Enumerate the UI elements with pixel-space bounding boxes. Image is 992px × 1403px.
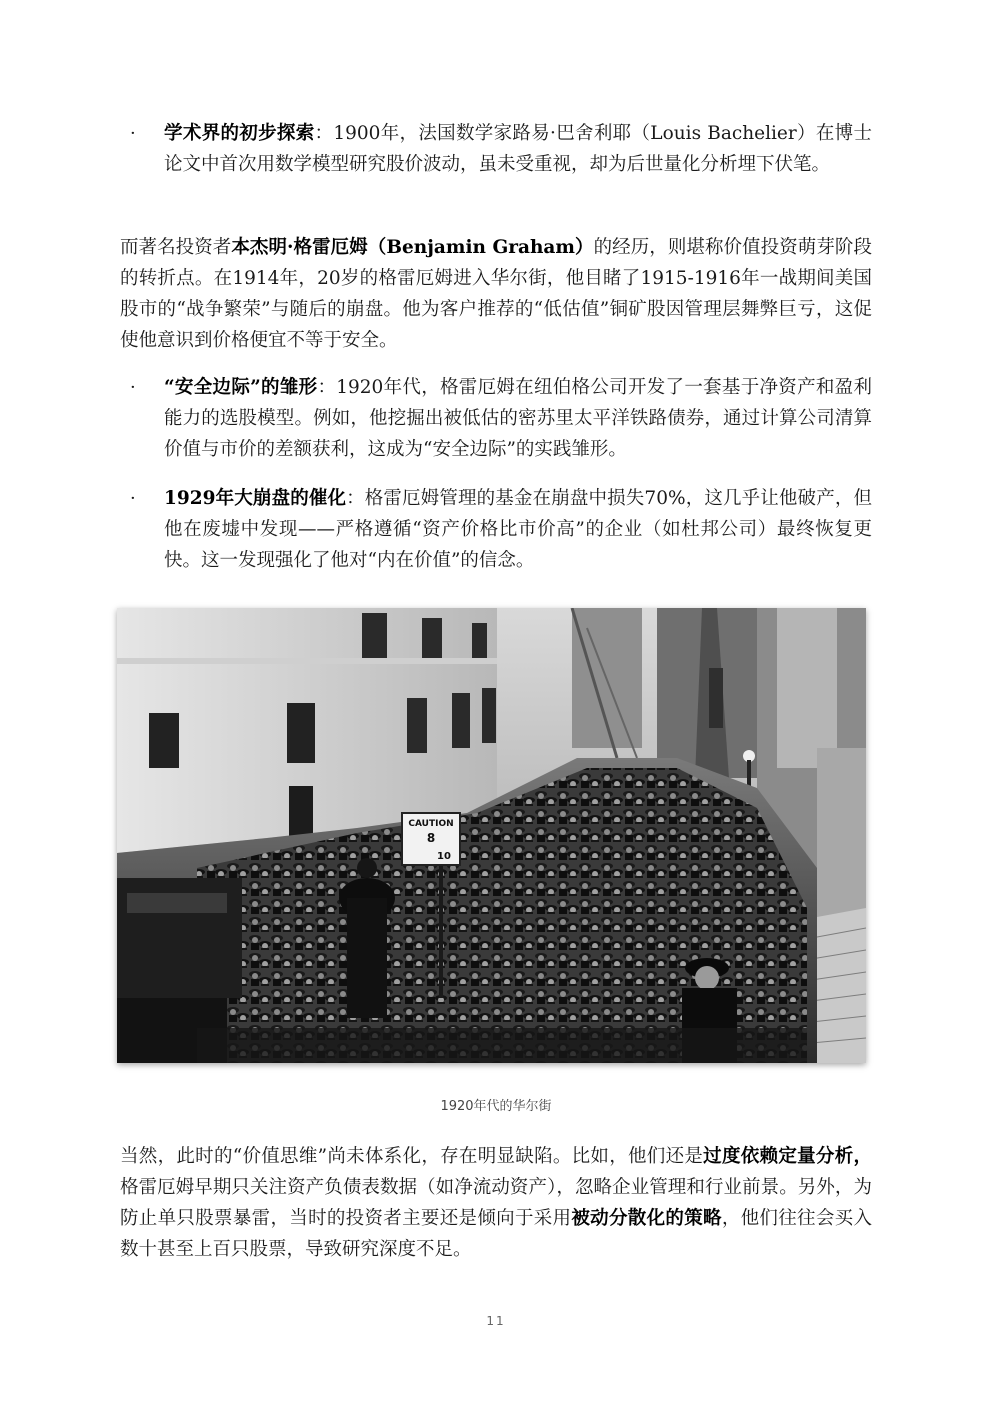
caution-sign-number: 8 <box>426 831 436 845</box>
bullet-text <box>164 483 872 576</box>
bullet-text <box>164 372 872 465</box>
bullet-bold-label: “安全边际”的雏形 <box>164 377 318 398</box>
bullet-bold-label: 学术界的初步探索 <box>164 123 315 144</box>
bullet-item-academic <box>120 118 872 211</box>
wall-street-photo-image <box>117 608 866 1063</box>
page-number: 11 <box>486 1314 506 1328</box>
caution-sign-text: CAUTION <box>408 819 454 829</box>
paragraph-text: 当然，此时的“价值思维”尚未体系化，存在明显缺陷。比如，他们还是 <box>120 1146 704 1167</box>
bullet-dot: · <box>130 377 136 398</box>
paragraph-bold-phrase: 过度依赖定量分析， <box>703 1146 872 1167</box>
bullet-dot: · <box>130 488 136 509</box>
photo-caption: 1920年代的华尔街 <box>440 1099 552 1114</box>
paragraph-bold-name: 本杰明·格雷厄姆（Benjamin Graham） <box>231 237 594 258</box>
paragraph-limitations <box>120 1141 872 1265</box>
paragraph-text: 格雷厄姆早期只关注资产负债表数据（如净流动资产），忽略企业管理和行业前景。另外，为防止单只股票暴雷，当时的投资者主要还是倾向于采用 <box>120 1177 872 1229</box>
paragraph-text: 的经历，则堪称价值投资萌芽阶段的转折点。在1914年，20岁的格雷厄姆进入华尔街，他目睹了1915-1916年一战期间美国股市的“战争繁荣”与随后的崩盘。他为客户推荐的“低估值”铜矿股因管理层舞弊巨亏，这促使他意识到价格便宜不等于安全。 <box>120 237 872 351</box>
bullet-body: ：格雷厄姆管理的基金在崩盘中损失70%，这几乎让他破产，但他在废墟中发现——严格遵循“资产价格比市价高”的企业（如杜邦公司）最终恢复更快。这一发现强化了他对“内在价值”的信念。 <box>164 488 872 571</box>
paragraph-graham-intro <box>120 232 872 356</box>
paragraph-bold-phrase: 被动分散化的策略 <box>571 1208 722 1229</box>
wall-street-photo <box>117 608 866 1063</box>
bullet-text <box>164 118 872 180</box>
caution-sign-number: 10 <box>437 851 451 862</box>
bullet-dot: · <box>130 123 136 144</box>
paragraph-text: ，他们往往会买入数十甚至上百只股票，导致研究深度不足。 <box>120 1208 872 1260</box>
bullet-item-1929-crash <box>120 483 872 576</box>
bullet-body: ：1900年，法国数学家路易·巴舍利耶（Louis Bachelier）在博士论文中首次用数学模型研究股价波动，虽未受重视，却为后世量化分析埋下伏笔。 <box>164 123 872 175</box>
paragraph-text: 而著名投资者 <box>120 237 232 258</box>
bullet-body: ：1920年代，格雷厄姆在纽伯格公司开发了一套基于净资产和盈利能力的选股模型。例如，他挖掘出被低估的密苏里太平洋铁路债券，通过计算公司清算价值与市价的差额获利，这成为“安全边际”的实践雏形。 <box>164 377 872 460</box>
bullet-bold-label: 1929年大崩盘的催化 <box>164 488 347 509</box>
bullet-item-margin-of-safety <box>120 372 872 465</box>
